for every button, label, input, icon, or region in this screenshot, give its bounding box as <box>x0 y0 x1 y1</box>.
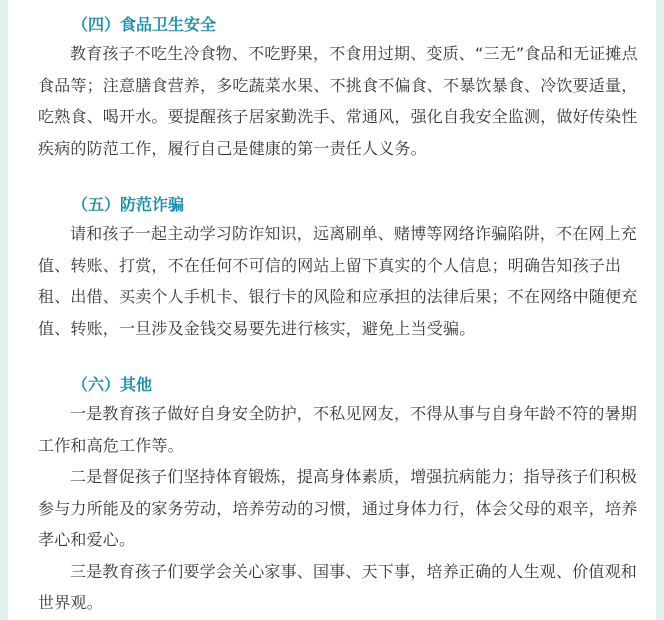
section-paragraph: 一是教育孩子做好自身安全防护，不私见网友，不得从事与自身年龄不符的暑期工作和高危工作等。 <box>38 404 638 455</box>
section-spacer <box>38 164 646 194</box>
section-paragraph: 三是教育孩子们要学会关心家事、国事、天下事，培养正确的人生观、价值观和世界观。 <box>38 561 638 612</box>
section-paragraph: 二是督促孩子们坚持体育锻炼，提高身体素质，增强抗病能力；指导孩子们积极参与力所能及的家务劳动，培养劳动的习惯，通过身体力行，体会父母的艰辛，培养孝心和爱心。 <box>38 467 638 549</box>
section-other <box>38 374 646 619</box>
section-paragraph: 教育孩子不吃生冷食物、不吃野果，不食用过期、变质、“三无”食品和无证摊点食品等；注意膳食营养，多吃蔬菜水果、不挑食不偏食、不暴饮暴食、冷饮要适量，吃熟食、喝开水。要提醒孩子居家勤洗手、常通风，强化自我安全监测，做好传染性疾病的防范工作，履行自己是健康的第一责任人义务。 <box>38 44 638 158</box>
section-heading: （五）防范诈骗 <box>72 195 185 214</box>
section-heading: （四）食品卫生安全 <box>72 15 217 34</box>
section-anti-fraud <box>38 194 646 344</box>
section-food-safety <box>38 0 646 164</box>
section-paragraph: 请和孩子一起主动学习防诈知识，远离刷单、赌博等网络诈骗陷阱，不在网上充值、转账、打赏，不在任何不可信的网站上留下真实的个人信息；明确告知孩子出租、出借、买卖个人手机卡、银行卡的风险和应承担的法律后果；不在网络中随便充值、转账，一旦涉及金钱交易要先进行核实，避免上当受骗。 <box>38 224 638 338</box>
article-content <box>38 0 646 619</box>
section-heading: （六）其他 <box>72 375 153 394</box>
section-spacer <box>38 344 646 374</box>
